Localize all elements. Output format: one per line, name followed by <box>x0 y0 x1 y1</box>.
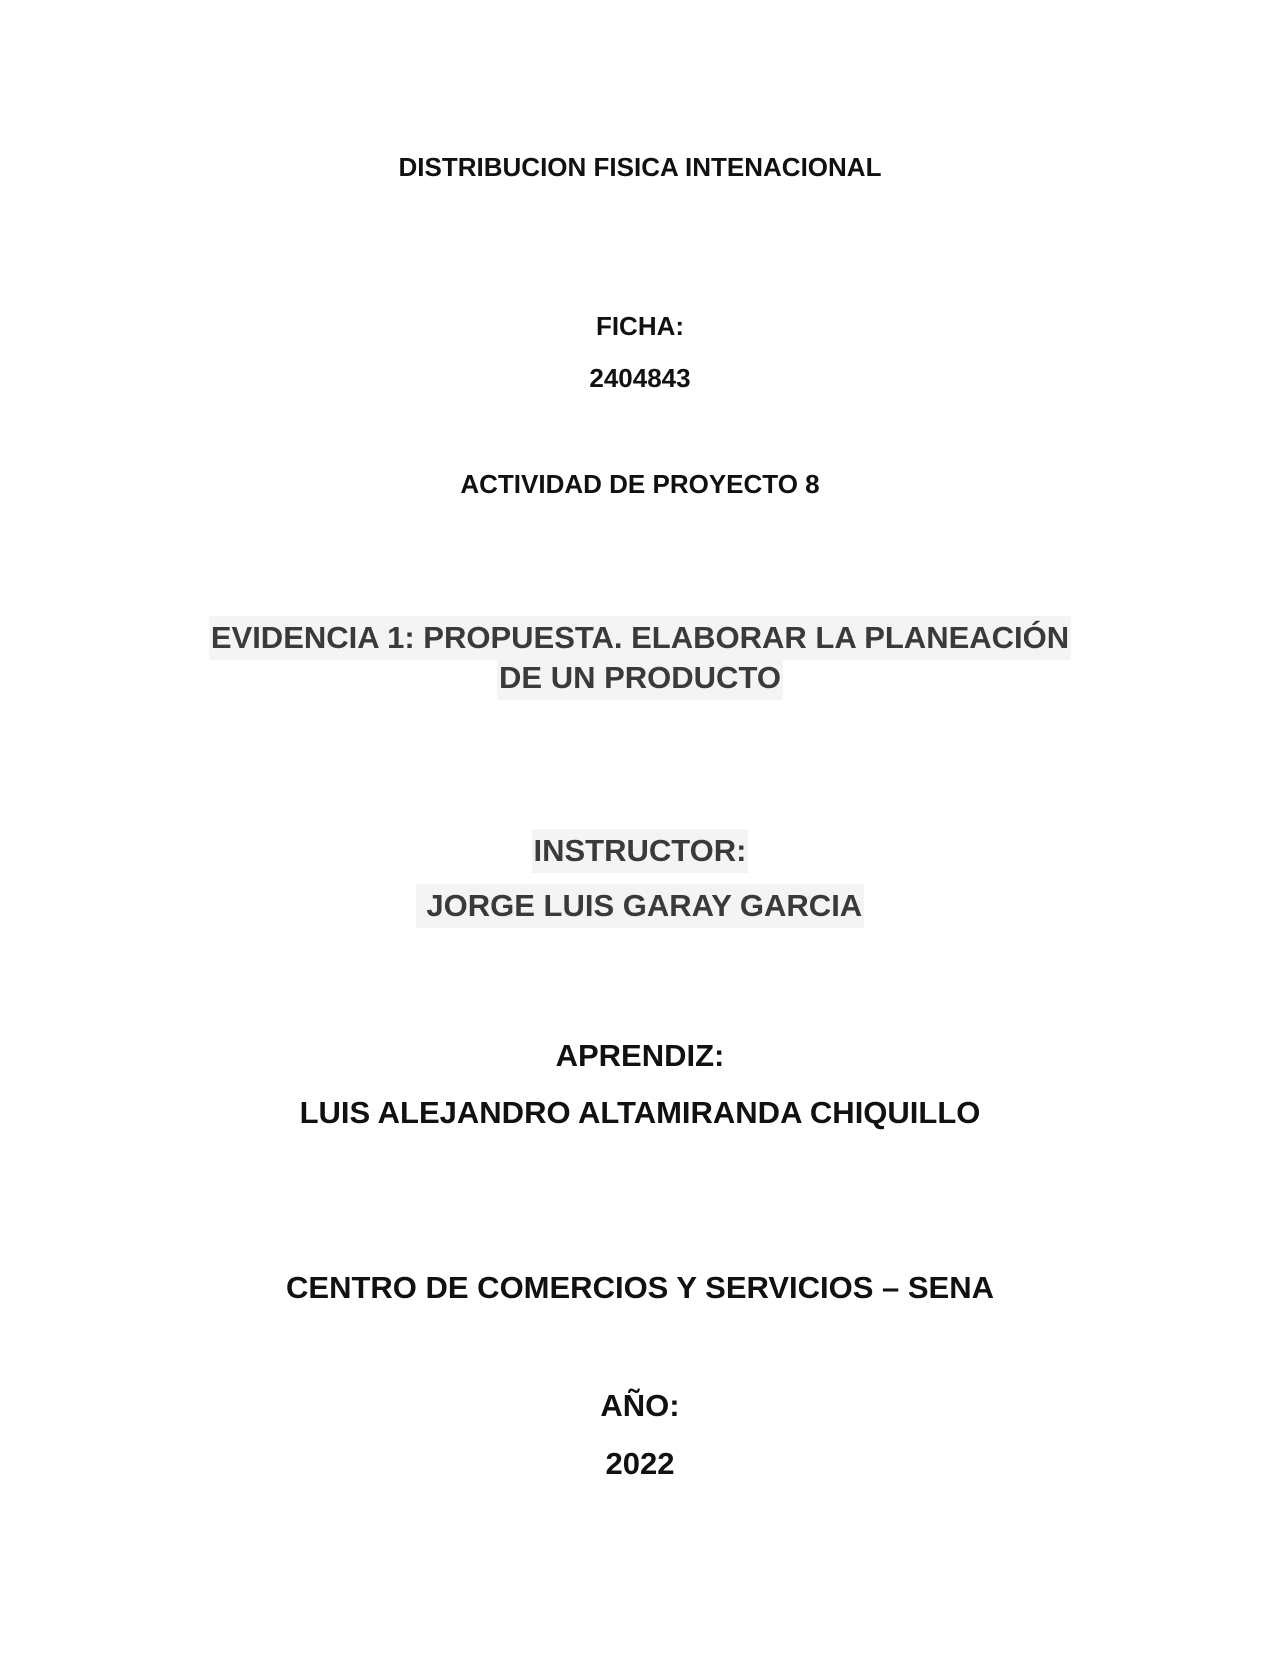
instructor-name-line <box>0 890 1280 921</box>
course-title: DISTRIBUCION FISICA INTENACIONAL <box>398 152 882 182</box>
apprentice-label: APRENDIZ: <box>555 1038 725 1073</box>
apprentice-name: LUIS ALEJANDRO ALTAMIRANDA CHIQUILLO <box>299 1095 981 1130</box>
ficha-number: 2404843 <box>589 363 691 393</box>
ficha-label: FICHA: <box>595 311 685 341</box>
year-label: AÑO: <box>600 1388 680 1423</box>
evidence-title-line2-text: DE UN PRODUCTO <box>497 656 783 700</box>
instructor-name: JORGE LUIS GARAY GARCIA <box>416 884 864 928</box>
evidence-title-line1-text: EVIDENCIA 1: PROPUESTA. ELABORAR LA PLANEACIÓN <box>209 616 1071 660</box>
activity-title: ACTIVIDAD DE PROYECTO 8 <box>460 469 820 499</box>
training-center: CENTRO DE COMERCIOS Y SERVICIOS – SENA <box>286 1270 994 1305</box>
year-value: 2022 <box>605 1446 675 1481</box>
instructor-label-line <box>0 835 1280 866</box>
evidence-title-line1 <box>0 622 1280 653</box>
instructor-label: INSTRUCTOR: <box>532 829 749 873</box>
evidence-title-line2 <box>0 662 1280 693</box>
